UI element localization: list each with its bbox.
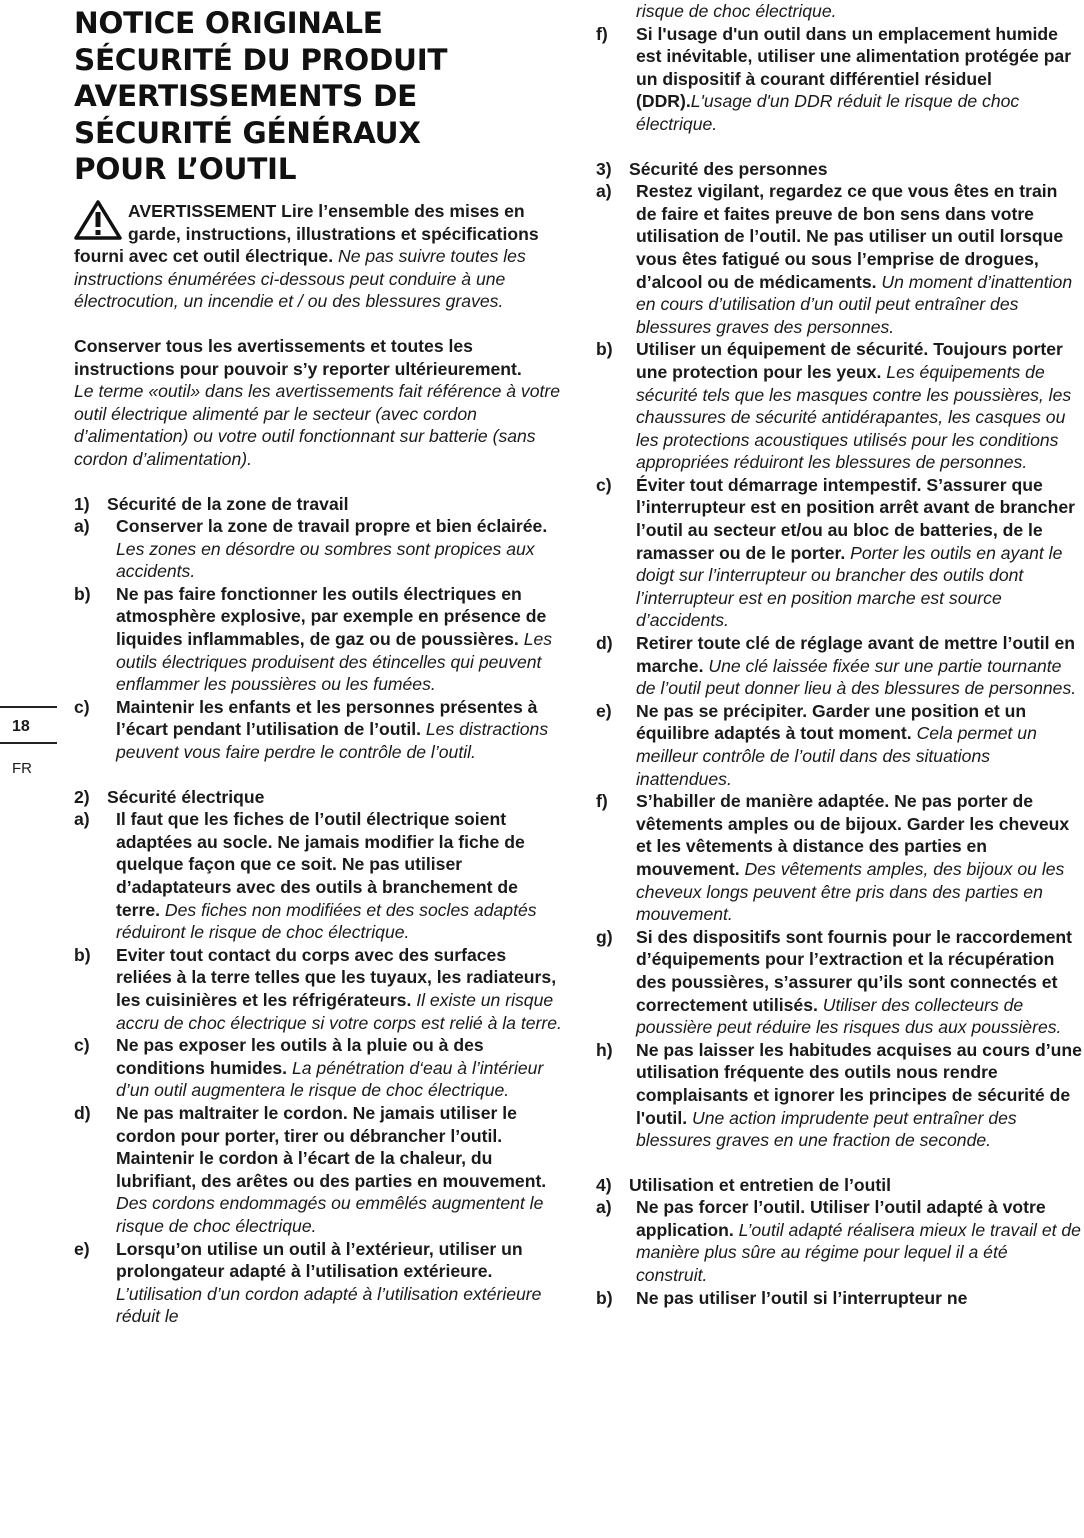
item-bold-text: S’habiller de manière adaptée. Ne pas porter de vêtements amples ou de bijoux. Garder les cheveux et les vêtements à distance des parties en mouvement. [636, 791, 1070, 879]
title-line: POUR L’OUTIL [74, 152, 297, 187]
item-italic-text: Les distractions peuvent vous faire perdre le contrôle de l’outil. [116, 719, 549, 763]
warning-bold-text: AVERTISSEMENT Lire l’ensemble des mises en garde, instructions, illustrations et spécifications fourni avec cet outil électrique. [74, 200, 539, 267]
section-title: Sécurité de la zone de travail [107, 493, 349, 514]
list-item [74, 1034, 562, 1102]
list-item [74, 808, 562, 944]
warning-triangle-icon [74, 200, 122, 240]
section-title: Sécurité électrique [107, 786, 265, 807]
list-item [596, 180, 1082, 338]
item-italic-text: Un moment d’inattention en cours d’utilisation d’un outil peut entraîner des blessures graves des personnes. [636, 271, 1073, 337]
section-heading [596, 1174, 1082, 1197]
section-heading [596, 158, 1082, 181]
warning-block [74, 200, 562, 313]
item-bold-text: Il faut que les fiches de l’outil électrique soient adaptées au socle. Ne jamais modifier la fiche de quelque façon que ce soit. Ne pas utiliser d’adaptateurs avec des outils à branchement de terre. [116, 809, 525, 920]
item-italic-text: L’utilisation d’un cordon adapté à l’utilisation extérieure réduit le [116, 1283, 542, 1327]
item-bold-text: Ne pas laisser les habitudes acquises au cours d’une utilisation fréquente des outils nous rendre complaisants et ignorer les principes de sécurité de l'outil. [636, 1039, 1082, 1128]
title-line: NOTICE ORIGINALE [74, 6, 383, 40]
title-line: SÉCURITÉ DU PRODUIT [74, 42, 448, 77]
item-label: a) [596, 1197, 612, 1218]
item-bold-text: Si l'usage d'un outil dans un emplacement humide est inévitable, utiliser une alimentation protégée par un dispositif à courant différentiel résiduel (DDR). [636, 23, 1072, 112]
list-item [596, 1287, 1082, 1310]
item-bold-text: Retirer toute clé de réglage avant de mettre l’outil en marche. [636, 633, 1075, 676]
title-line: AVERTISSEMENTS DE [74, 79, 417, 114]
item-italic-text: L’outil adapté réalisera mieux le travail et de manière plus sûre au régime pour lequel il a été construit. [636, 1219, 1081, 1286]
list-item [596, 23, 1082, 136]
item-italic-text: Les outils électriques produisent des étincelles qui peuvent enflammer les poussières ou les fumées. [116, 629, 553, 695]
item-label: a) [596, 181, 612, 202]
item-italic-text: Une action imprudente peut entraîner des blessures graves en une fraction de seconde. [636, 1107, 1017, 1151]
item-label: d) [596, 633, 613, 654]
item-italic-text: Des fiches non modifiées et des socles adaptés réduiront le risque de choc électrique. [116, 899, 537, 943]
item-bold-text: Ne pas utiliser l’outil si l’interrupteur ne [636, 1287, 968, 1308]
section-number: 1) [74, 493, 90, 514]
list-item [596, 926, 1082, 1039]
item-label: b) [74, 944, 91, 965]
item-bold-text: Ne pas maltraiter le cordon. Ne jamais utiliser le cordon pour porter, tirer ou débrancher l’outil. Maintenir le cordon à l’écart de la chaleur, du lubrifiant, des arêtes ou des parties en mouvement. [116, 1102, 547, 1191]
item-label: f) [596, 791, 608, 812]
item-italic-text: Il existe un risque accru de choc électrique si votre corps est relié à la terre. [116, 989, 562, 1033]
section-heading [74, 493, 562, 516]
item-label: c) [74, 1035, 90, 1056]
warning-italic-text: Ne pas suivre toutes les instructions énumérées ci-dessous peut conduire à une électrocution, un incendie et / ou des blessures graves. [74, 246, 526, 312]
item-label: d) [74, 1102, 91, 1123]
section-number: 4) [596, 1174, 612, 1195]
right-column [596, 0, 1082, 1309]
item-bold-text: Eviter tout contact du corps avec des surfaces reliées à la terre telles que les tuyaux, les radiateurs, les cuisinières et les réfrigérateurs. [116, 944, 557, 1010]
list-item [596, 700, 1082, 790]
item-label: h) [596, 1039, 613, 1060]
page-title [74, 5, 562, 188]
list-item [596, 1196, 1082, 1286]
item-label: b) [74, 583, 91, 604]
section-title: Sécurité des personnes [629, 158, 828, 179]
list-item [596, 338, 1082, 474]
item-italic-text: Les équipements de sécurité tels que les masques contre les poussières, les chaussures de sécurité antidérapantes, les casques ou les protections acoustiques utilisés pour les conditions appropriées réduiront les blessures de personnes. [636, 361, 1072, 473]
language-code: FR [12, 760, 32, 777]
section-number: 2) [74, 786, 90, 807]
item-italic-text: Des vêtements amples, des bijoux ou les cheveux longs peuvent être pris dans des parties en mouvement. [636, 858, 1065, 925]
list-item [74, 1102, 562, 1238]
item-italic-text: Des cordons endommagés ou emmêlés augmentent le risque de choc électrique. [116, 1193, 544, 1236]
list-item [596, 632, 1082, 700]
item-bold-text: Ne pas faire fonctionner les outils électriques en atmosphère explosive, par exemple en présence de liquides inflammables, de gaz ou de poussières. [116, 583, 547, 650]
tool-term-definition: Le terme «outil» dans les avertissements fait référence à votre outil électrique alimenté par le secteur (avec cordon d’alimentation) ou votre outil fonctionnant sur batterie (sans cordon d’alimentation). [74, 381, 561, 469]
item-italic-text: Porter les outils en ayant le doigt sur l’interrupteur ou brancher des outils dont l’interrupteur est en position marche est source d’accidents. [636, 542, 1063, 631]
item-label: c) [74, 696, 90, 717]
item-bold-text: Conserver la zone de travail propre et bien éclairée. [116, 516, 548, 537]
list-item [596, 474, 1082, 632]
item-italic-text: Les zones en désordre ou sombres sont propices aux accidents. [116, 538, 535, 582]
item-label: e) [74, 1238, 90, 1259]
item-bold-text: Restez vigilant, regardez ce que vous êtes en train de faire et faites preuve de bon sens dans votre utilisation de l’outil. Ne pas utiliser un outil lorsque vous êtes fatigué ou sous l’emprise de drogues, d’alcool ou de médicaments. [636, 181, 1064, 292]
item-bold-text: Lorsqu’on utilise un outil à l’extérieur, utiliser un prolongateur adapté à l’utilisation extérieure. [116, 1238, 523, 1282]
title-line: SÉCURITÉ GÉNÉRAUX [74, 115, 421, 150]
list-item [74, 696, 562, 764]
page-side-tab [0, 706, 57, 777]
item-label: b) [596, 339, 613, 360]
item-italic-text: Utiliser des collecteurs de poussière peut réduire les risques dus aux poussières. [636, 994, 1062, 1038]
item-bold-text: Ne pas forcer l’outil. Utiliser l’outil adapté à votre application. [636, 1197, 1046, 1240]
item-italic-text: La pénétration d‘eau à l’intérieur d’un outil augmentera le risque de choc électrique. [116, 1057, 544, 1101]
list-item [74, 515, 562, 583]
item-bold-text: Maintenir les enfants et les personnes présentes à l’écart pendant l’utilisation de l’outil. [116, 696, 538, 740]
section-heading [74, 786, 562, 809]
item-label: b) [596, 1287, 613, 1308]
item-bold-text: Si des dispositifs sont fournis pour le raccordement d’équipements pour l’extraction et la récupération des poussières, s’assurer qu’ils sont connectés et correctement utilisés. [636, 926, 1073, 1015]
item-bold-text: Ne pas exposer les outils à la pluie ou à des conditions humides. [116, 1035, 484, 1078]
section-number: 3) [596, 158, 612, 179]
keep-instructions-text: Conserver tous les avertissements et toutes les instructions pour pouvoir s’y reporter ultérieurement. [74, 335, 522, 379]
page-number: 18 [12, 718, 30, 735]
list-item [596, 1039, 1082, 1152]
item-label: a) [74, 809, 90, 830]
left-column [74, 0, 562, 1328]
section-title: Utilisation et entretien de l’outil [629, 1174, 891, 1195]
list-item [74, 583, 562, 696]
continuation-text: risque de choc électrique. [636, 1, 837, 21]
item-bold-text: Éviter tout démarrage intempestif. S’assurer que l’interrupteur est en position arrêt avant de brancher l’outil au secteur et/ou au bloc de batteries, de le ramasser ou de le porter. [636, 474, 1075, 563]
item-label: g) [596, 926, 613, 947]
list-item [596, 790, 1082, 926]
item-italic-text: L'usage d'un DDR réduit le risque de choc électrique. [636, 91, 1020, 134]
item-label: f) [596, 23, 608, 44]
item-bold-text: Utiliser un équipement de sécurité. Toujours porter une protection pour les yeux. [636, 339, 1063, 382]
list-item [74, 1238, 562, 1328]
item-italic-text: Cela permet un meilleur contrôle de l’outil dans des situations inattendues. [636, 723, 1037, 789]
item-bold-text: Ne pas se précipiter. Garder une position et un équilibre adaptés à tout moment. [636, 700, 1027, 744]
item-label: a) [74, 516, 90, 537]
list-item [74, 944, 562, 1034]
item-italic-text: Une clé laissée fixée sur une partie tournante de l’outil peut donner lieu à des blessures de personnes. [636, 655, 1077, 699]
item-label: c) [596, 474, 612, 495]
item-label: e) [596, 700, 612, 721]
